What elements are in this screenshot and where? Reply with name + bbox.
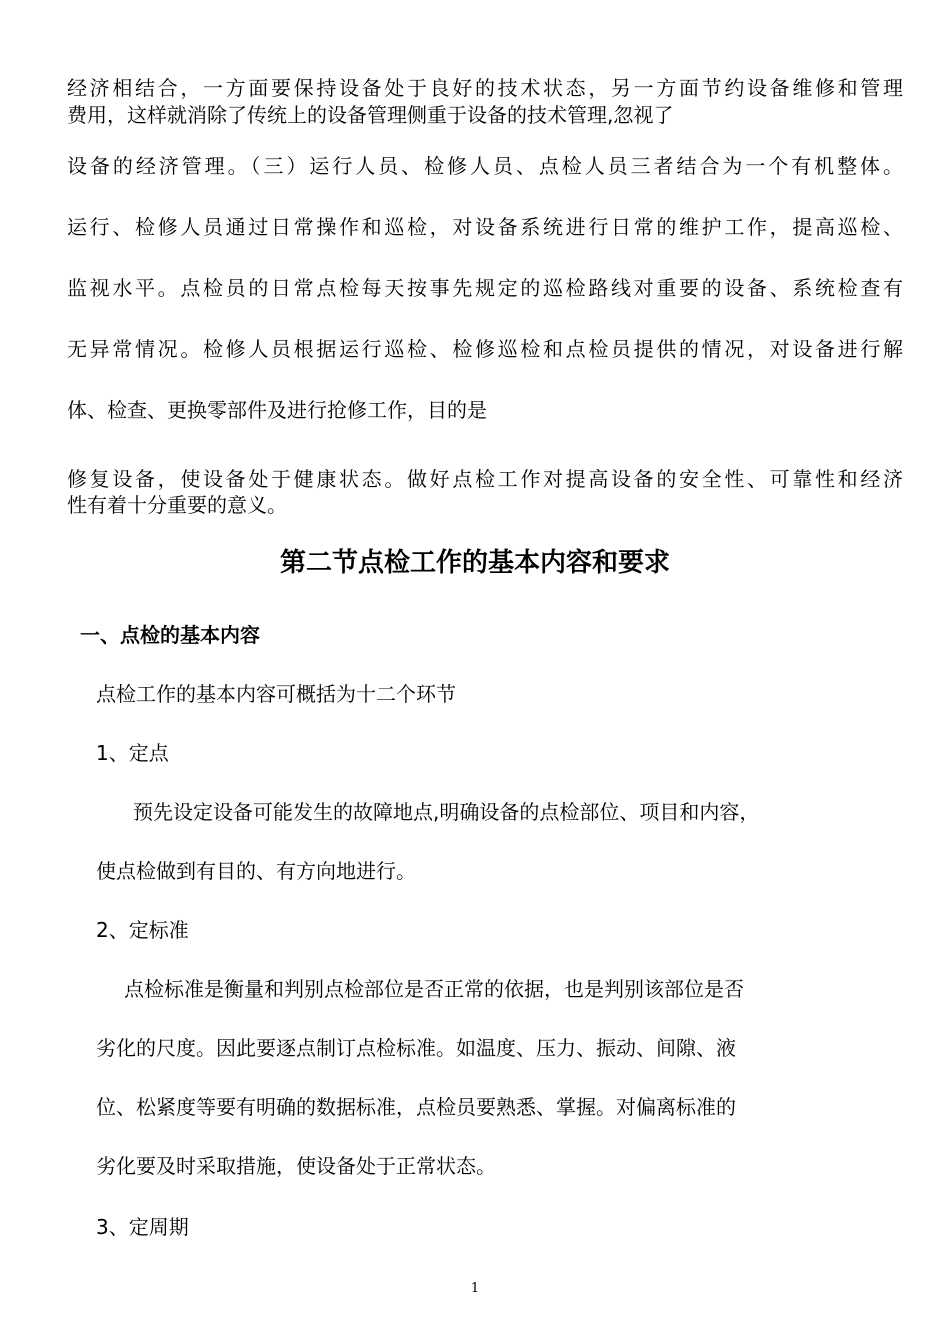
item-text-line: 预先设定设备可能发生的故障地点,明确设备的点检部位、项目和内容， <box>133 800 760 824</box>
page-number: 1 <box>470 1281 480 1296</box>
body-text-line: 设备的经济管理。（三）运行人员、检修人员、点检人员三者结合为一个有机整体。 <box>67 154 903 178</box>
item-text-line: 劣化要及时采取措施，使设备处于正常状态。 <box>96 1154 496 1178</box>
body-text-line: 性有着十分重要的意义。 <box>67 493 287 517</box>
item-title: 2、定标准 <box>96 918 189 942</box>
body-text-line: 无异常情况。检修人员根据运行巡检、检修巡检和点检员提供的情况，对设备进行解 <box>67 337 903 361</box>
subsection-title: 一、点检的基本内容 <box>80 623 260 647</box>
body-text-line: 费用，这样就消除了传统上的设备管理侧重于设备的技术管理,忽视了 <box>67 103 674 127</box>
body-text-line: 修复设备，使设备处于健康状态。做好点检工作对提高设备的安全性、可靠性和经济 <box>67 467 903 491</box>
item-title: 3、定周期 <box>96 1215 189 1239</box>
item-text-line: 位、松紧度等要有明确的数据标准，点检员要熟悉、掌握。对偏离标准的 <box>96 1095 736 1119</box>
body-text-line: 经济相结合，一方面要保持设备处于良好的技术状态，另一方面节约设备维修和管理 <box>67 76 903 100</box>
body-text-line: 运行、检修人员通过日常操作和巡检，对设备系统进行日常的维护工作，提高巡检、 <box>67 215 903 239</box>
section-title: 第二节点检工作的基本内容和要求 <box>279 548 670 578</box>
item-text-line: 劣化的尺度。因此要逐点制订点检标准。如温度、压力、振动、间隙、液 <box>96 1036 736 1060</box>
body-text-line: 体、检查、更换零部件及进行抢修工作，目的是 <box>67 398 487 422</box>
body-text-line: 监视水平。点检员的日常点检每天按事先规定的巡检路线对重要的设备、系统检查有 <box>67 276 903 300</box>
item-title: 1、定点 <box>96 741 169 765</box>
intro-text: 点检工作的基本内容可概括为十二个环节 <box>96 682 456 706</box>
item-text-line: 点检标准是衡量和判别点检部位是否正常的依据，也是判别该部位是否 <box>124 977 744 1001</box>
item-text-line: 使点检做到有目的、有方向地进行。 <box>96 859 416 883</box>
